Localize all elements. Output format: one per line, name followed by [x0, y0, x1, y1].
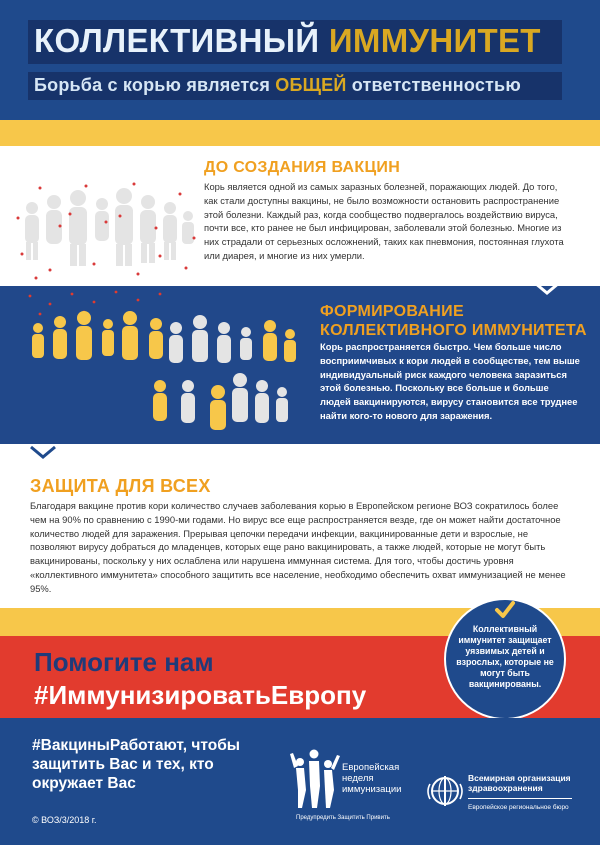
copyright: © ВОЗ/3/2018 г.	[32, 815, 97, 825]
chevron-down-icon	[532, 280, 562, 296]
checkmark-icon	[494, 600, 516, 620]
who-divider	[468, 798, 572, 799]
crowd-illustration-before	[10, 178, 200, 286]
who-emblem-icon	[426, 772, 464, 810]
call-to-action-line1: Помогите нам	[34, 647, 214, 677]
section-before-heading: ДО СОЗДАНИЯ ВАКЦИН	[204, 159, 401, 176]
herd-immunity-badge-text: Коллективный иммунитет защищает уязвимых детей и взрослых, которые не могут быть вакцинированы.	[456, 624, 554, 689]
chevron-down-icon	[28, 444, 58, 460]
section-forming-text: Корь распространяется быстро. Чем больше число восприимчивых к кори людей в сообществе, тем выше индивидуальный риск каждого человека заразиться этой болезнью. Поскольку все больше и больше людей вакцинируются, вирусу становится все труднее найти кого-то нового для заражения.	[320, 341, 580, 421]
subtitle-part-3: ответственностью	[351, 75, 521, 95]
who-name: Всемирная организация здравоохранения	[468, 773, 571, 793]
gold-band	[0, 120, 600, 146]
footer-slogan: #ВакциныРаботают, чтобы защитить Вас и тех, кто окружает Вас	[32, 737, 241, 792]
evi-logo-icon	[290, 746, 340, 812]
page-subtitle	[34, 75, 521, 96]
section-protect-heading: ЗАЩИТА ДЛЯ ВСЕХ	[30, 476, 211, 496]
subtitle-part-1: Борьба с корью является	[34, 75, 271, 95]
section-before-text: Корь является одной из самых заразных болезней, поражающих людей. До того, как стали доступны вакцины, не было возможности остановить распространение этой болезни. Каждый раз, когда сообщество подвергалось воздействию вируса, почти все, кто ранее не был инфицирован, заболевали этой болезнью. Многие из них страдали от серьезных осложнений, таких как пневмония, постоянная глухота или диарея, и многие из них умерли.	[204, 181, 564, 261]
call-to-action-hashtag: #ИммунизироватьЕвропу	[34, 680, 367, 710]
page-title	[34, 22, 541, 60]
who-office: Европейское региональное бюро	[468, 804, 569, 811]
subtitle-part-2: ОБЩЕЙ	[275, 75, 347, 95]
crowd-illustration-forming	[20, 288, 310, 440]
title-part-2: ИММУНИТЕТ	[328, 22, 541, 59]
section-forming-heading-line2: КОЛЛЕКТИВНОГО ИММУНИТЕТА	[320, 322, 587, 339]
title-part-1: КОЛЛЕКТИВНЫЙ	[34, 22, 320, 59]
evi-label: Европейская неделя иммунизации	[342, 762, 402, 795]
evi-tagline: Предупредить Защитить Привить	[296, 815, 390, 821]
section-protect-text: Благодаря вакцине против кори количество случаев заболевания корью в Европейском регионе ВОЗ сократилось более чем на 90% по сравнению с 1990-ми годами. Но вирус все еще распространяется везде, где он может найти достаточное количество людей для заражения. Прерывая цепочки передачи инфекции, вакцинированные дети и взрослые, не позволяют вирусу добраться до младенцев, которых еще рано вакцинировать, а также людей, которые не могут быть вакцинированы, поскольку у них ослаблена или нарушена иммунная система. Для того, чтобы достичь уровня «коллективного иммунитета» способного защитить все население, необходимо обеспечить охват иммунизацией не менее 95%.	[30, 500, 566, 594]
section-forming-heading-line1: ФОРМИРОВАНИЕ	[320, 303, 464, 320]
